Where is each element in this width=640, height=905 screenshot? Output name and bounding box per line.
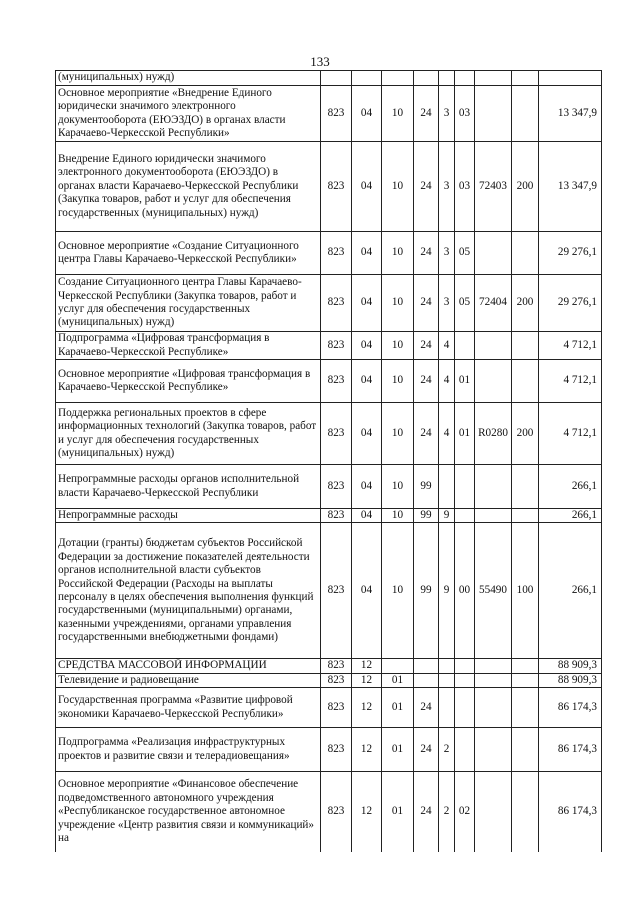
subprogram-code — [439, 465, 455, 509]
ved-code: 823 — [321, 509, 352, 523]
subprogram-code: 9 — [439, 523, 455, 659]
table-row — [56, 688, 602, 728]
row-name: Подпрограмма «Цифровая трансформация в Карачаево-Черкесской Республике» — [56, 332, 321, 360]
amount — [539, 71, 602, 86]
direction-code — [475, 688, 512, 728]
subsection-code: 01 — [382, 728, 414, 772]
amount: 29 276,1 — [539, 275, 602, 332]
direction-code — [475, 71, 512, 86]
page-number: 133 — [310, 54, 330, 69]
ved-code: 823 — [321, 360, 352, 403]
row-name: Дотации (гранты) бюджетам субъектов Российской Федерации за достижение показателей деятельности органов исполнительной власти субъектов Российской Федерации (Расходы на выплаты персоналу в целях обеспечения выполнения функций государственными (муниципальными) органами, казенными учреждениями, органами управления государственными внебюджетными фондами) — [56, 523, 321, 659]
expense-type-code: 200 — [512, 403, 539, 465]
subprogram-code: 4 — [439, 360, 455, 403]
measure-code: 01 — [455, 360, 475, 403]
measure-code — [455, 509, 475, 523]
measure-code: 02 — [455, 772, 475, 852]
direction-code — [475, 772, 512, 852]
table-row — [56, 465, 602, 509]
measure-code: 00 — [455, 523, 475, 659]
section-code: 12 — [352, 728, 382, 772]
program-code: 99 — [414, 465, 439, 509]
measure-code: 05 — [455, 232, 475, 275]
amount: 13 347,9 — [539, 142, 602, 232]
expense-type-code — [512, 673, 539, 687]
expense-type-code — [512, 688, 539, 728]
subprogram-code: 2 — [439, 772, 455, 852]
amount: 4 712,1 — [539, 403, 602, 465]
direction-code — [475, 86, 512, 142]
ved-code — [321, 71, 352, 86]
ved-code: 823 — [321, 728, 352, 772]
table-row — [56, 360, 602, 403]
row-name: Основное мероприятие «Создание Ситуационного центра Главы Карачаево-Черкесской Республики» — [56, 232, 321, 275]
ved-code: 823 — [321, 673, 352, 687]
ved-code: 823 — [321, 523, 352, 659]
subprogram-code — [439, 71, 455, 86]
program-code: 24 — [414, 360, 439, 403]
subprogram-code: 3 — [439, 232, 455, 275]
ved-code: 823 — [321, 232, 352, 275]
program-code: 99 — [414, 523, 439, 659]
direction-code — [475, 332, 512, 360]
expense-type-code — [512, 232, 539, 275]
expense-type-code: 200 — [512, 275, 539, 332]
amount: 266,1 — [539, 509, 602, 523]
ved-code: 823 — [321, 142, 352, 232]
subsection-code: 01 — [382, 772, 414, 852]
subprogram-code: 3 — [439, 86, 455, 142]
subprogram-code — [439, 659, 455, 673]
expense-type-code — [512, 772, 539, 852]
expense-type-code — [512, 332, 539, 360]
subprogram-code: 3 — [439, 275, 455, 332]
subsection-code — [382, 71, 414, 86]
direction-code — [475, 673, 512, 687]
direction-code — [475, 659, 512, 673]
ved-code: 823 — [321, 688, 352, 728]
direction-code — [475, 232, 512, 275]
direction-code — [475, 728, 512, 772]
subsection-code: 10 — [382, 360, 414, 403]
section-code: 12 — [352, 659, 382, 673]
row-name: Поддержка региональных проектов в сфере информационных технологий (Закупка товаров, работ и услуг для обеспечения государственных (муниципальных) нужд) — [56, 403, 321, 465]
row-name: Основное мероприятие «Финансовое обеспечение подведомственного автономного учреждения «Республиканское государственное автономное учреждение «Центр развития связи и коммуникаций» на — [56, 772, 321, 852]
subprogram-code: 4 — [439, 403, 455, 465]
measure-code — [455, 728, 475, 772]
subsection-code: 10 — [382, 86, 414, 142]
amount: 86 174,3 — [539, 688, 602, 728]
measure-code: 03 — [455, 86, 475, 142]
table-row — [56, 142, 602, 232]
ved-code: 823 — [321, 332, 352, 360]
ved-code: 823 — [321, 86, 352, 142]
subsection-code: 10 — [382, 523, 414, 659]
subprogram-code: 3 — [439, 142, 455, 232]
program-code: 24 — [414, 688, 439, 728]
measure-code — [455, 688, 475, 728]
expense-type-code: 200 — [512, 142, 539, 232]
amount: 86 174,3 — [539, 728, 602, 772]
section-code: 04 — [352, 403, 382, 465]
subsection-code: 10 — [382, 332, 414, 360]
expense-type-code — [512, 360, 539, 403]
row-name: Непрограммные расходы — [56, 509, 321, 523]
table-row — [56, 772, 602, 852]
section-code: 12 — [352, 673, 382, 687]
expense-type-code — [512, 509, 539, 523]
measure-code: 03 — [455, 142, 475, 232]
subsection-code: 10 — [382, 275, 414, 332]
table-row — [56, 275, 602, 332]
measure-code: 01 — [455, 403, 475, 465]
program-code: 24 — [414, 728, 439, 772]
table-row — [56, 509, 602, 523]
section-code: 04 — [352, 360, 382, 403]
amount: 88 909,3 — [539, 673, 602, 687]
program-code: 99 — [414, 509, 439, 523]
amount: 4 712,1 — [539, 332, 602, 360]
table-row — [56, 659, 602, 673]
row-name: Внедрение Единого юридически значимого электронного документооборота (ЕЮЭЗДО) в органах власти Карачаево-Черкесской Республики (Закупка товаров, работ и услуг для обеспечения государственных (муниципальных) нужд) — [56, 142, 321, 232]
direction-code — [475, 465, 512, 509]
amount: 29 276,1 — [539, 232, 602, 275]
measure-code — [455, 332, 475, 360]
row-name: Создание Ситуационного центра Главы Карачаево-Черкесской Республики (Закупка товаров, работ и услуг для обеспечения государственных (муниципальных) нужд) — [56, 275, 321, 332]
direction-code — [475, 360, 512, 403]
subprogram-code: 2 — [439, 728, 455, 772]
program-code — [414, 673, 439, 687]
expense-type-code — [512, 71, 539, 86]
subsection-code: 10 — [382, 142, 414, 232]
budget-table — [55, 70, 602, 852]
amount: 13 347,9 — [539, 86, 602, 142]
section-code: 04 — [352, 232, 382, 275]
expense-type-code — [512, 86, 539, 142]
measure-code — [455, 71, 475, 86]
table-row — [56, 728, 602, 772]
subsection-code: 01 — [382, 673, 414, 687]
row-name: Основное мероприятие «Цифровая трансформация в Карачаево-Черкесской Республике» — [56, 360, 321, 403]
expense-type-code — [512, 465, 539, 509]
program-code: 24 — [414, 142, 439, 232]
ved-code: 823 — [321, 275, 352, 332]
amount: 4 712,1 — [539, 360, 602, 403]
table-row — [56, 71, 602, 86]
table-row — [56, 523, 602, 659]
program-code — [414, 71, 439, 86]
amount: 88 909,3 — [539, 659, 602, 673]
section-code: 04 — [352, 142, 382, 232]
table-row — [56, 232, 602, 275]
row-name: Государственная программа «Развитие цифровой экономики Карачаево-Черкесской Республики» — [56, 688, 321, 728]
program-code: 24 — [414, 332, 439, 360]
ved-code: 823 — [321, 772, 352, 852]
program-code: 24 — [414, 86, 439, 142]
row-name: Телевидение и радиовещание — [56, 673, 321, 687]
expense-type-code: 100 — [512, 523, 539, 659]
measure-code — [455, 659, 475, 673]
table-row — [56, 332, 602, 360]
program-code: 24 — [414, 403, 439, 465]
row-name: (муниципальных) нужд) — [56, 71, 321, 86]
subprogram-code: 4 — [439, 332, 455, 360]
table-row — [56, 403, 602, 465]
amount: 266,1 — [539, 465, 602, 509]
program-code: 24 — [414, 772, 439, 852]
direction-code: 55490 — [475, 523, 512, 659]
row-name: Непрограммные расходы органов исполнительной власти Карачаево-Черкесской Республики — [56, 465, 321, 509]
section-code: 04 — [352, 275, 382, 332]
subprogram-code — [439, 673, 455, 687]
subsection-code: 10 — [382, 509, 414, 523]
measure-code: 05 — [455, 275, 475, 332]
direction-code — [475, 509, 512, 523]
amount: 266,1 — [539, 523, 602, 659]
section-code: 04 — [352, 86, 382, 142]
amount: 86 174,3 — [539, 772, 602, 852]
subprogram-code: 9 — [439, 509, 455, 523]
subsection-code: 01 — [382, 688, 414, 728]
expense-type-code — [512, 728, 539, 772]
program-code: 24 — [414, 275, 439, 332]
measure-code — [455, 465, 475, 509]
measure-code — [455, 673, 475, 687]
program-code — [414, 659, 439, 673]
section-code: 12 — [352, 772, 382, 852]
subsection-code: 10 — [382, 232, 414, 275]
row-name: Подпрограмма «Реализация инфраструктурных проектов и развитие связи и телерадиовещания» — [56, 728, 321, 772]
row-name: СРЕДСТВА МАССОВОЙ ИНФОРМАЦИИ — [56, 659, 321, 673]
table-row — [56, 673, 602, 687]
expense-type-code — [512, 659, 539, 673]
ved-code: 823 — [321, 465, 352, 509]
section-code: 04 — [352, 523, 382, 659]
program-code: 24 — [414, 232, 439, 275]
direction-code: R0280 — [475, 403, 512, 465]
subsection-code — [382, 659, 414, 673]
section-code: 04 — [352, 509, 382, 523]
ved-code: 823 — [321, 659, 352, 673]
section-code: 12 — [352, 688, 382, 728]
section-code: 04 — [352, 465, 382, 509]
table-row — [56, 86, 602, 142]
direction-code: 72404 — [475, 275, 512, 332]
section-code — [352, 71, 382, 86]
ved-code: 823 — [321, 403, 352, 465]
row-name: Основное мероприятие «Внедрение Единого юридически значимого электронного документооборота (ЕЮЭЗДО) в органах власти Карачаево-Черкесской Республики» — [56, 86, 321, 142]
subsection-code: 10 — [382, 403, 414, 465]
subprogram-code — [439, 688, 455, 728]
direction-code: 72403 — [475, 142, 512, 232]
section-code: 04 — [352, 332, 382, 360]
subsection-code: 10 — [382, 465, 414, 509]
